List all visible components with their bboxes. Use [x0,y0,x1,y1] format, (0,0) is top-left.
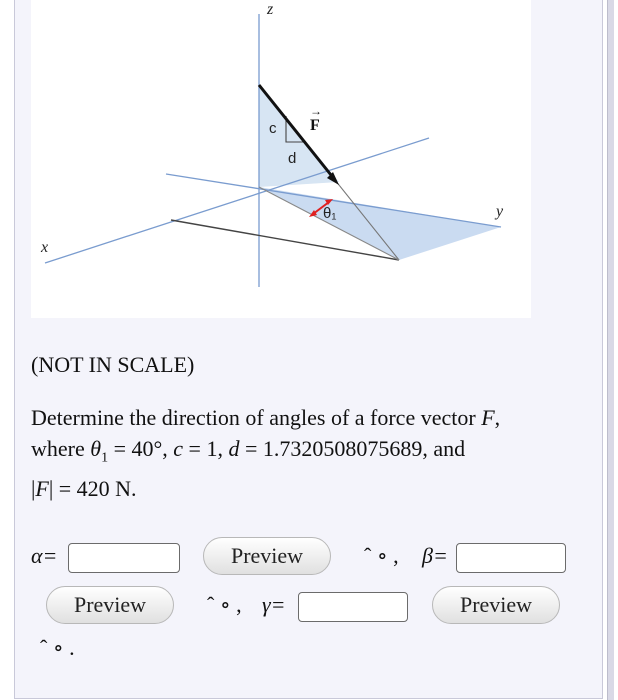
diagram-figure [31,0,531,318]
z-axis-label: z [267,1,274,18]
alpha-label: α= [31,543,58,568]
magnitude-vector-f: F [35,476,49,502]
beta-label: β= [422,543,448,568]
force-diagram [31,0,531,318]
gamma-input[interactable] [298,592,408,622]
not-in-scale-note: (NOT IN SCALE) [31,352,195,377]
beta-input[interactable] [456,543,566,573]
problem-comma: , [494,405,501,430]
vector-f: F [481,405,495,430]
d-symbol: d [228,436,240,461]
magnitude-open-bar: | [31,476,36,502]
alpha-degree-suffix: ˆ ∘ , [364,543,399,568]
force-label: F [310,117,320,134]
theta-symbol: θ [90,436,102,461]
d-value: = 1.7320508075689, and [239,436,466,461]
horizontal-plane [259,187,501,260]
theta-label: θ₁ [323,205,337,222]
c-symbol: c [173,436,184,461]
gamma-label: γ= [262,592,286,617]
problem-intro: Determine the direction of angles of a force vector [31,405,482,430]
x-axis-label: x [41,239,49,256]
magnitude-close-bar: | [48,476,54,502]
force-vector-arrow-mark: → [310,104,322,118]
alpha-preview-button[interactable]: Preview [203,537,331,575]
gamma-degree-suffix: ˆ ∘ . [40,635,75,660]
theta-value: = 40°, [108,436,174,461]
gamma-preview-button[interactable]: Preview [432,586,560,624]
problem-statement [31,402,571,504]
y-axis-label: y [496,203,504,220]
c-label: c [269,120,277,137]
alpha-input[interactable] [68,543,180,573]
theta-subscript: 1 [101,450,109,466]
beta-preview-button[interactable]: Preview [46,586,174,624]
d-label: d [288,150,297,167]
scrollbar[interactable] [607,0,614,700]
problem-where: where [31,436,91,461]
magnitude-value: = 420 N. [53,476,137,502]
c-value: = 1, [183,436,229,461]
beta-degree-suffix: ˆ ∘ , [207,592,242,617]
